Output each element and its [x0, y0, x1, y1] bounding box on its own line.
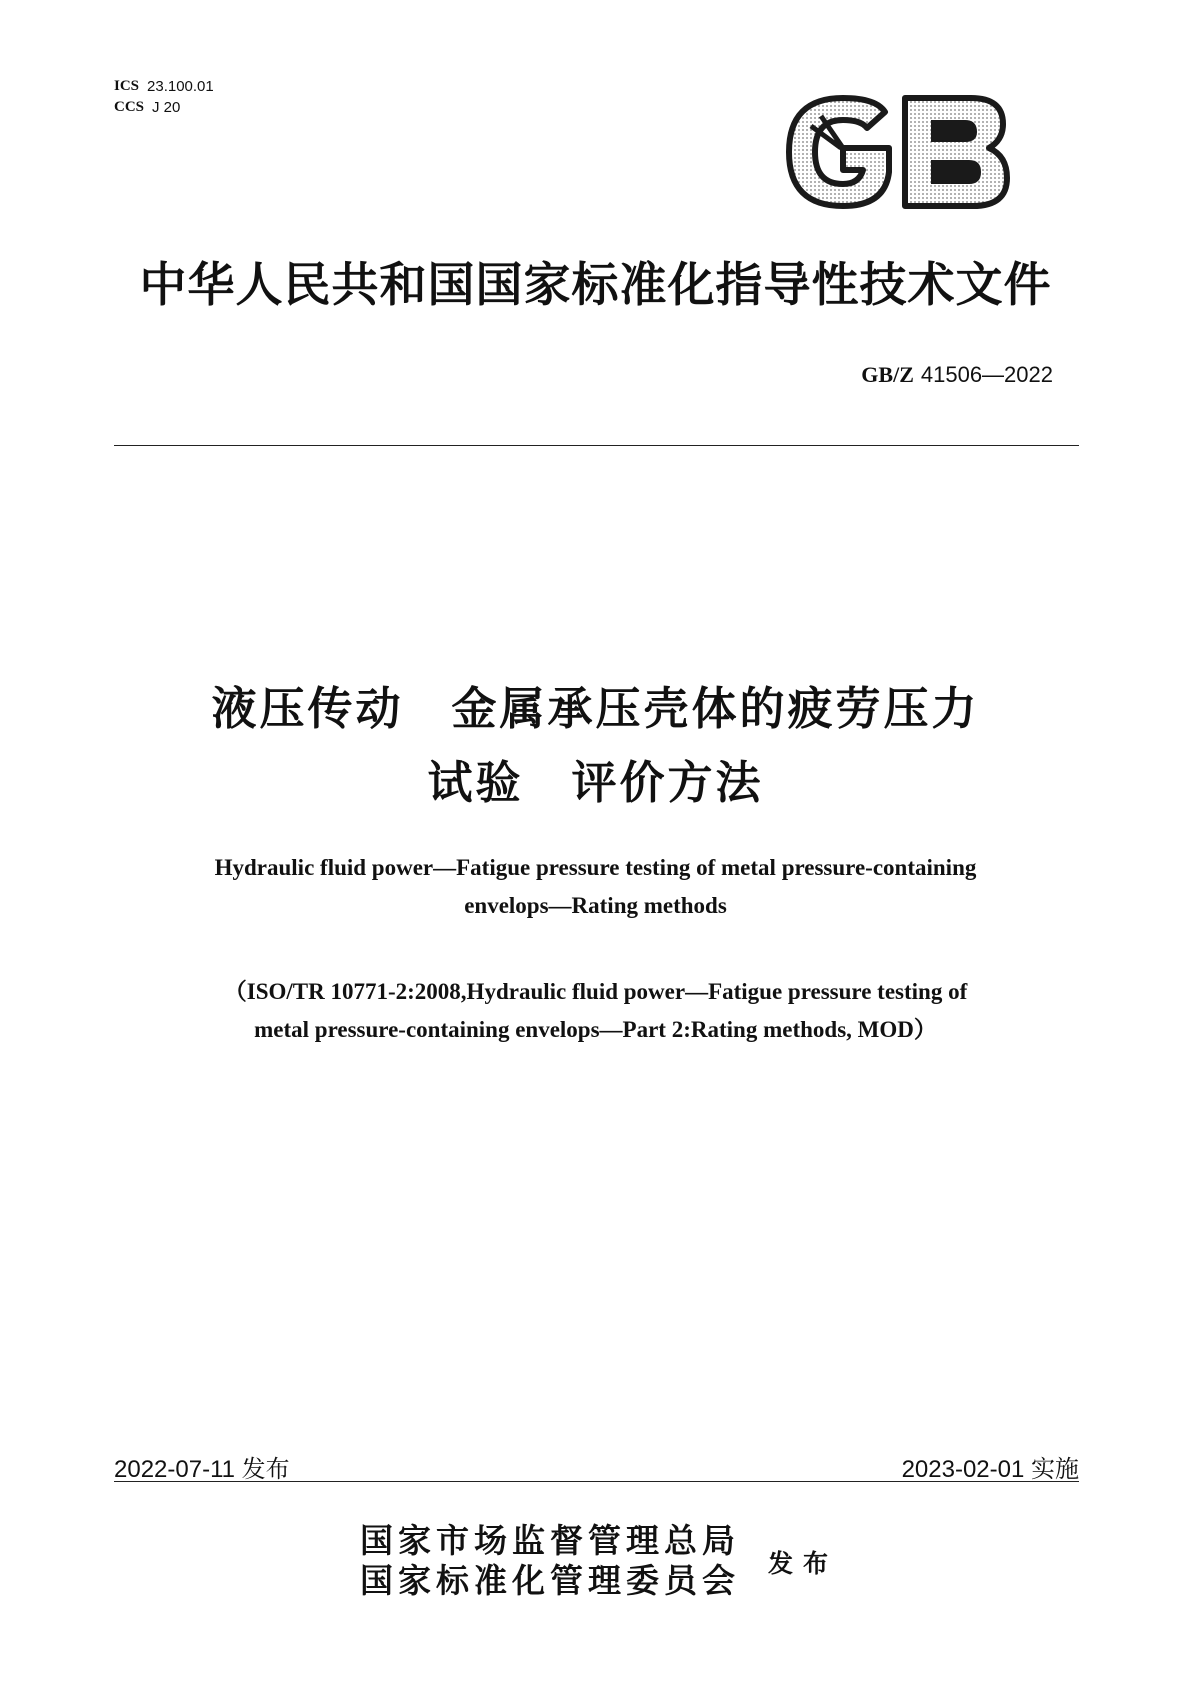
org-title: 中华人民共和国国家标准化指导性技术文件: [139, 258, 1052, 313]
adoption-line1: （ISO/TR 10771-2:2008,Hydraulic fluid power—Fatigue pressure testing of: [223, 979, 968, 1004]
doc-number-prefix: GB/Z: [861, 362, 914, 387]
top-divider: [114, 445, 1079, 446]
cn-title-line1: 液压传动 金属承压壳体的疲劳压力: [211, 682, 980, 735]
ics-label: ICS: [114, 78, 140, 94]
en-title-line1: Hydraulic fluid power—Fatigue pressure testing of metal pressure-containing: [214, 855, 977, 880]
issuing-authorities: [360, 1521, 740, 1601]
bottom-divider: [114, 1481, 1079, 1482]
cn-title-line2: 试验 评价方法: [427, 756, 764, 809]
implementation-date: 2023-02-01 实施: [901, 1456, 1079, 1483]
gb-logo-icon: [781, 92, 1013, 212]
doc-number: [861, 362, 1053, 388]
ccs-label: CCS: [114, 99, 145, 115]
issuer-sac: 国家标准化管理委员会: [360, 1561, 740, 1600]
classification-codes: [114, 76, 214, 118]
ccs-code: [114, 97, 214, 118]
ics-code: [114, 76, 214, 97]
issuer-samr: 国家市场监督管理总局: [360, 1521, 740, 1560]
issue-word: 发布: [768, 1549, 839, 1578]
issue-date: 2022-07-11 发布: [114, 1456, 290, 1483]
ics-value: 23.100.01: [147, 78, 214, 95]
ccs-value: J 20: [152, 99, 181, 116]
doc-number-value: 41506—2022: [920, 362, 1053, 387]
adoption-line2: metal pressure-containing envelops—Part 2:Rating methods, MOD）: [254, 1017, 937, 1042]
en-title-line2: envelops—Rating methods: [464, 893, 727, 918]
